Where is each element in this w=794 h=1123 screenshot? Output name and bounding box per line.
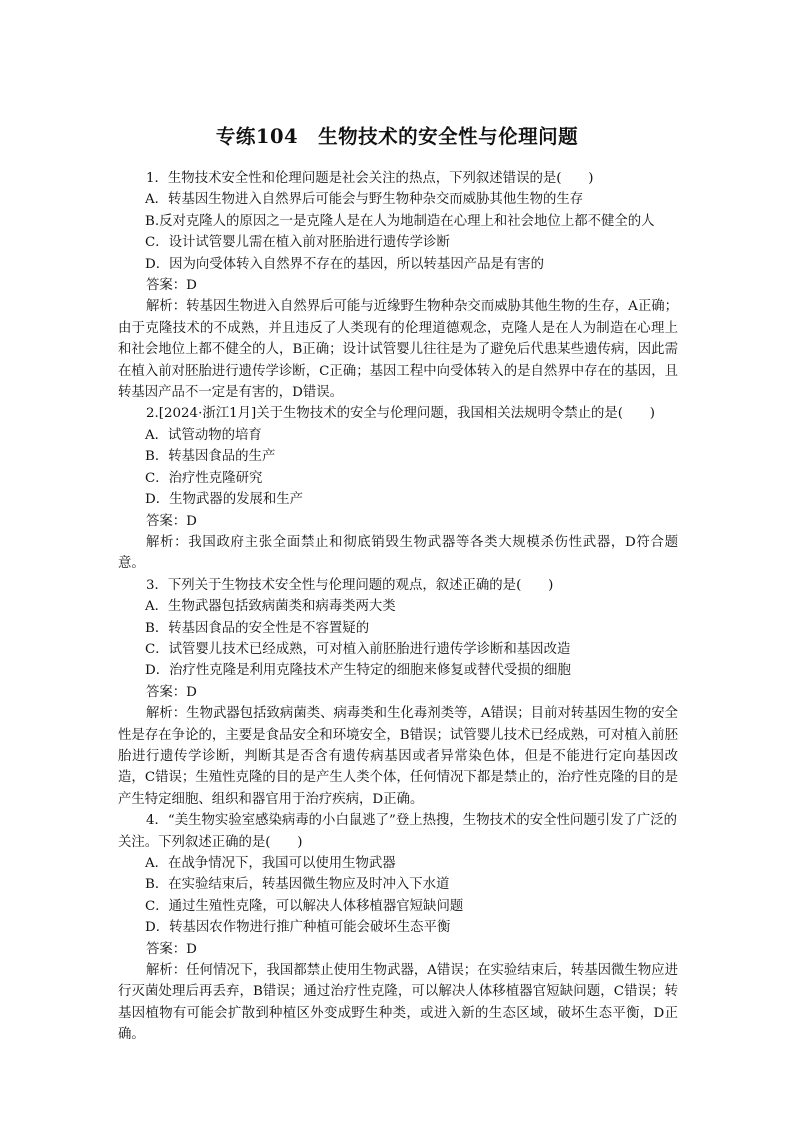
option: A．转基因生物进入自然界后可能会与野生物种杂交而威胁其他生物的生存 — [145, 192, 584, 208]
analysis: 解析：任何情况下，我国都禁止使用生物武器，A错误；在实验结束后，转基因微生物应进行灭菌处理后再丢弃，B错误；通过治疗性克隆，可以解决人体移植器官短缺问题，C错误；转基因植物有可能会扩散到种植区外变成野生种类，或进入新的生态区域，破坏生态平衡，D正确。 — [118, 963, 678, 1043]
option: B．转基因食品的生产 — [145, 449, 276, 465]
option: A．生物武器包括致病菌类和病毒类两大类 — [145, 599, 396, 615]
analysis: 解析：转基因生物进入自然界后可能与近缘野生物种杂交而威胁其他生物的生存，A正确；由于克隆技术的不成熟，并且违反了人类现有的伦理道德观念，克隆人是在人为制造在心理上和社会地位上都不健全的人，B正确；设计试管婴儿往往是为了避免后代患某些遗传病，因此需在植入前对胚胎进行遗传学诊断，C正确；基因工程中向受体转入的是自然界中存在的基因，且转基因产品不一定是有害的，D错误。 — [118, 299, 678, 401]
question-stem: 3．下列关于生物技术安全性与伦理问题的观点，叙述正确的是( ) — [146, 577, 554, 593]
question-stem: 1．生物技术安全性和伦理问题是社会关注的热点，下列叙述错误的是( ) — [146, 171, 594, 186]
option: A．在战争情况下，我国可以使用生物武器 — [145, 856, 396, 871]
option: B．在实验结束后，转基因微生物应及时冲入下水道 — [145, 877, 450, 893]
question-stem: 4．“美生物实验室感染病毒的小白鼠逃了”登上热搜，生物技术的安全性问题引发了广泛的关注。下列叙述正确的是( ) — [118, 813, 678, 850]
option: B.反对克隆人的原因之一是克隆人是在人为地制造在心理上和社会地位上都不健全的人 — [145, 213, 655, 229]
option: B．转基因食品的安全性是不容置疑的 — [145, 620, 370, 636]
analysis: 解析：我国政府主张全面禁止和彻底销毁生物武器等各类大规模杀伤性武器，D符合题意。 — [118, 534, 678, 572]
option: D．转基因农作物进行推广种植可能会破坏生态平衡 — [145, 920, 451, 936]
option: D．生物武器的发展和生产 — [145, 492, 304, 508]
option: D．治疗性克隆是利用克隆技术产生特定的细胞来修复或替代受损的细胞 — [145, 663, 571, 679]
answer: 答案：D — [146, 684, 197, 700]
option: A．试管动物的培育 — [145, 427, 262, 443]
option: D．因为向受体转入自然界不存在的基因，所以转基因产品是有害的 — [145, 256, 545, 272]
page-title: 专练104 生物技术的安全性与伦理问题 — [215, 125, 579, 148]
question-list — [118, 168, 678, 1046]
answer: 答案：D — [146, 278, 197, 294]
answer: 答案：D — [146, 941, 197, 957]
option: C．通过生殖性克隆，可以解决人体移植器官短缺问题 — [145, 898, 464, 914]
answer: 答案：D — [146, 513, 197, 529]
question-stem: 2.[2024·浙江1月]关于生物技术的安全与伦理问题，我国相关法规明令禁止的是( ) — [146, 406, 656, 422]
option: C．治疗性克隆研究 — [145, 470, 263, 486]
option: C．设计试管婴儿需在植入前对胚胎进行遗传学诊断 — [145, 235, 450, 251]
option: C．试管婴儿技术已经成熟，可对植入前胚胎进行遗传学诊断和基因改造 — [145, 641, 571, 657]
analysis: 解析：生物武器包括致病菌类、病毒类和生化毒剂类等，A错误；目前对转基因生物的安全性是存在争论的，主要是食品安全和环境安全，B错误；试管婴儿技术已经成熟，可对植入前胚胎进行遗传学诊断，判断其是否含有遗传病基因或者异常染色体，但是不能进行定向基因改造，C错误；生殖性克隆的目的是产生人类个体，任何情况下都是禁止的，治疗性克隆的目的是产生特定细胞、组织和器官用于治疗疾病，D正确。 — [118, 706, 678, 807]
